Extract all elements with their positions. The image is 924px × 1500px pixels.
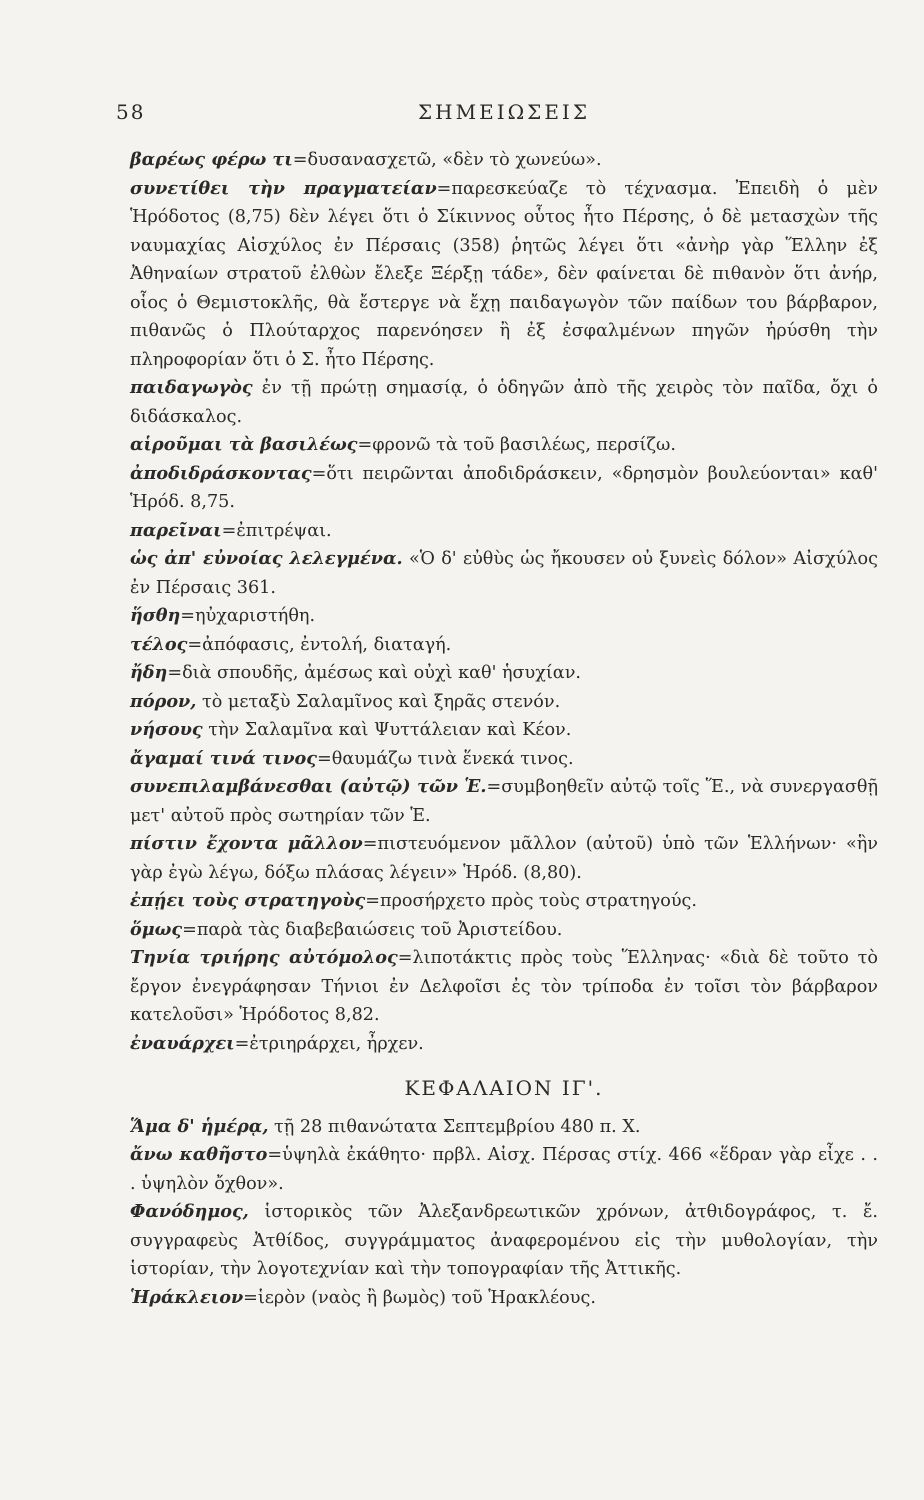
note-text: ἱστορικὸς τῶν Ἀλεξανδρεωτικῶν χρόνων, ἀτθιδογράφος, τ. ἔ. συγγραφεὺς Ἀτθίδος, συγγράμματος ἀναφερομένου εἰς τὴν μυθολογίαν, τὴν ἱστορίαν, τὴν λογοτεχνίαν καὶ τὴν τοπογραφίαν τῆς Ἀττικῆς. — [130, 1202, 878, 1279]
note-text: τὸ μεταξὺ Σαλαμῖνος καὶ ξηρᾶς στενόν. — [196, 691, 561, 712]
note-lemma: ἥσθη — [130, 605, 181, 626]
note-lemma: ἐπῄει τοὺς στρατηγοὺς — [130, 890, 366, 911]
note-text: =φρονῶ τὰ τοῦ βασιλέως, περσίζω. — [357, 435, 676, 455]
note-entry — [130, 1141, 878, 1198]
note-entry — [130, 773, 878, 830]
note-text: =ὅτι πειρῶνται ἀποδιδράσκειν, «δρησμὸν βουλεύονται» καθ' Ἡρόδ. 8,75. — [130, 463, 878, 512]
note-text: =ἀπόφασις, ἐντολή, διαταγή. — [187, 634, 452, 655]
note-lemma: παιδαγωγὸς — [130, 377, 253, 398]
note-lemma: ὡς ἀπ' εὐνοίας λελεγμένα. — [130, 548, 403, 569]
note-lemma: νήσους — [130, 719, 203, 740]
note-lemma: ἐναυάρχει — [130, 1032, 235, 1054]
note-lemma: πίστιν ἔχοντα μᾶλλον — [130, 833, 363, 854]
note-entry — [130, 659, 878, 688]
note-text: =ὑψηλὰ ἐκάθητο· πρβλ. Αἰσχ. Πέρσας στίχ. 466 «ἕδραν γὰρ εἶχε . . . ὑψηλὸν ὄχθον». — [130, 1145, 879, 1194]
note-text: =θαυμάζω τινὰ ἕνεκά τινος. — [316, 748, 574, 769]
note-entry — [130, 602, 878, 631]
note-entry — [130, 688, 878, 717]
note-entry — [130, 631, 878, 660]
note-text: =ἐπιτρέψαι. — [221, 520, 332, 541]
note-text: =δυσανασχετῶ, «δὲν τὸ χωνεύω». — [292, 150, 602, 170]
note-text: =λιποτάκτις πρὸς τοὺς Ἕλληνας· «διὰ δὲ τοῦτο τὸ ἔργον ἐνεγράφησαν Τήνιοι ἐν Δελφοῖσι ἐς τὸν τρίποδα ἐν τοῖσι τὸν βάρβαρον κατελοῦσι» Ἡρόδοτος 8,82. — [130, 948, 878, 1025]
note-entry — [130, 916, 878, 945]
running-title: ΣΗΜΕΙΩΣΕΙΣ — [418, 100, 590, 124]
note-entry — [130, 431, 878, 460]
page-header — [116, 100, 878, 136]
note-text: τῇ 28 πιθανώτατα Σεπτεμβρίου 480 π. Χ. — [268, 1116, 641, 1137]
note-entry — [130, 374, 878, 431]
note-lemma: βαρέως φέρω τι — [130, 149, 293, 170]
note-text: =διὰ σπουδῆς, ἀμέσως καὶ οὐχὶ καθ' ἡσυχίαν. — [167, 663, 581, 683]
note-entry — [130, 545, 878, 602]
note-entry — [130, 944, 878, 1030]
note-lemma: συνετίθει τὴν πραγματείαν — [130, 177, 437, 199]
note-entry — [130, 1284, 878, 1313]
note-lemma: πόρον, — [130, 690, 197, 712]
note-text: =προσήρχετο πρὸς τοὺς στρατηγούς. — [365, 891, 697, 911]
note-entry — [130, 1113, 878, 1142]
note-text: ἐν τῇ πρώτῃ σημασίᾳ, ὁ ὁδηγῶν ἀπὸ τῆς χειρὸς τὸν παῖδα, ὄχι ὁ διδάσκαλος. — [130, 378, 878, 427]
note-entry — [130, 517, 878, 546]
note-text: =συμβοηθεῖν αὐτῷ τοῖς Ἕ., νὰ συνεργασθῇ μετ' αὐτοῦ πρὸς σωτηρίαν τῶν Ἑ. — [130, 777, 878, 826]
note-lemma: ἀποδιδράσκοντας — [130, 462, 312, 484]
note-entry — [130, 1198, 878, 1284]
note-lemma: αἱροῦμαι τὰ βασιλέως — [130, 434, 358, 455]
note-lemma: παρεῖναι — [130, 519, 222, 541]
book-page — [116, 100, 879, 1312]
note-lemma: Φανόδημος, — [130, 1201, 249, 1222]
note-lemma: ἤδη — [130, 662, 168, 683]
note-text: =πιστευόμενον μᾶλλον (αὐτοῦ) ὑπὸ τῶν Ἑλλήνων· «ἣν γὰρ ἐγὼ λέγω, δόξω πλάσας λέγειν» Ἡρόδ. (8,80). — [130, 834, 878, 883]
note-entry — [130, 830, 878, 887]
note-lemma: τέλος — [130, 633, 188, 655]
note-lemma: ἄγαμαί τινά τινος — [130, 747, 317, 769]
note-lemma: ἄνω καθῆστο — [130, 1144, 268, 1165]
chapter-heading: ΚΕΦΑΛΑΙΟΝ ΙΓ'. — [404, 1076, 604, 1100]
note-entry — [130, 716, 878, 745]
note-lemma: συνεπιλαμβάνεσθαι (αὐτῷ) τῶν Ἑ. — [130, 776, 487, 797]
notes-body — [130, 146, 878, 1312]
note-text: =ηὐχαριστήθη. — [180, 606, 316, 626]
note-lemma: Τηνία τριήρης αὐτόμολος — [130, 947, 398, 968]
note-entry — [130, 745, 878, 774]
note-lemma: Ἅμα δ' ἡμέρᾳ, — [130, 1115, 269, 1137]
page-number: 58 — [116, 100, 146, 124]
note-lemma: ὅμως — [130, 918, 183, 940]
note-text: =παρεσκεύαζε τὸ τέχνασμα. Ἐπειδὴ ὁ μὲν Ἡρόδοτος (8,75) δὲν λέγει ὅτι ὁ Σίκιννος οὗτος ἦτο Πέρσης, ὁ δὲ μετασχὼν τῆς ναυμαχίας Αἰσχύλος ἐν Πέρσαις (358) ῥητῶς λέγει ὅτι «ἀνὴρ γὰρ Ἕλλην ἐξ Ἀθηναίων στρατοῦ ἐλθὼν ἔλεξε Ξέρξῃ τάδε», δὲν φαίνεται δὲ πιθανὸν ὅτι ἀνήρ, οἷος ὁ Θεμιστοκλῆς, θὰ ἔστεργε νὰ ἔχῃ παιδαγωγὸν τῶν παίδων του βάρβαρον, πιθανῶς ὁ Πλούταρχος παρενόησεν ἢ ἐξ ἐσφαλμένων πηγῶν ἠρύσθη τὴν πληροφορίαν ὅτι ὁ Σ. ἦτο Πέρσης. — [130, 178, 878, 370]
note-text: τὴν Σαλαμῖνα καὶ Ψυττάλειαν καὶ Κέον. — [202, 720, 572, 740]
note-text: «Ὁ δ' εὐθὺς ὡς ἤκουσεν οὐ ξυνεὶς δόλον» Αἰσχύλος ἐν Πέρσαις 361. — [130, 549, 878, 598]
note-text: =παρὰ τὰς διαβεβαιώσεις τοῦ Ἀριστείδου. — [182, 919, 563, 940]
note-lemma: Ἡράκλειον — [130, 1286, 244, 1308]
note-entry — [130, 460, 878, 517]
note-entry — [130, 1030, 878, 1059]
note-entry — [130, 887, 878, 916]
note-entry — [130, 146, 878, 175]
note-text: =ἱερὸν (ναὸς ἢ βωμὸς) τοῦ Ἡρακλέους. — [243, 1287, 596, 1308]
note-entry — [130, 175, 878, 375]
note-text: =ἐτριηράρχει, ἦρχεν. — [234, 1033, 424, 1054]
